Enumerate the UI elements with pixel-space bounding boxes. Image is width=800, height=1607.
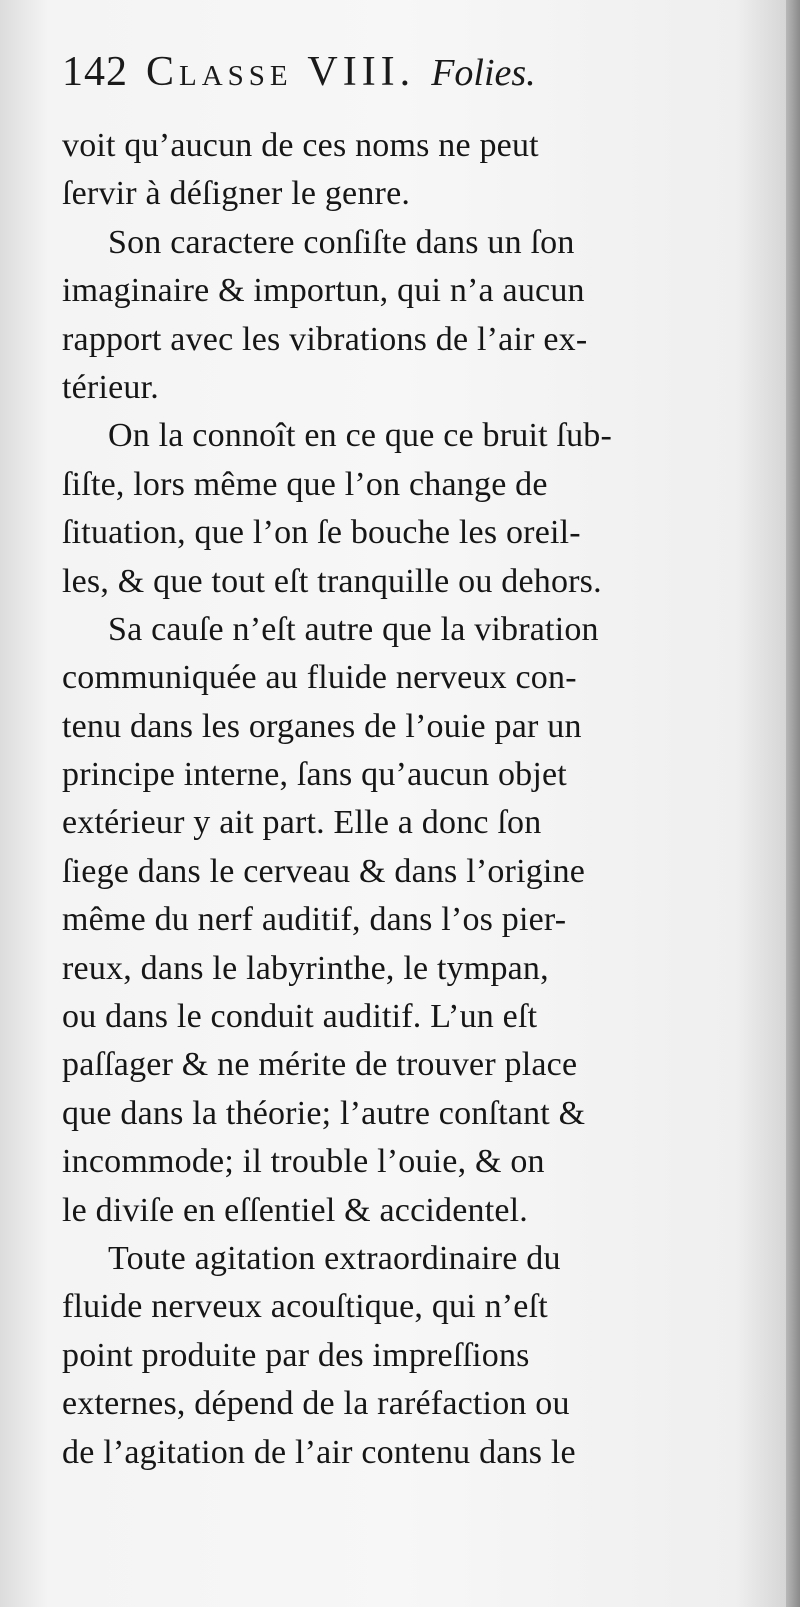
text-line: extérieur y ait part. Elle a donc ſon (62, 804, 542, 842)
text-line: point produite par des impreſſions (62, 1336, 530, 1374)
text-line: paſſager & ne mérite de trouver place (62, 1046, 578, 1084)
text-line: les, & que tout eſt tranquille ou dehors. (62, 562, 602, 600)
section-subtitle: Folies. (431, 52, 536, 94)
text-line: ſervir à déſigner le genre. (62, 175, 411, 213)
text-line: ſiſte, lors même que l’on change de (62, 465, 548, 503)
page-number: 142 (62, 49, 128, 95)
text-line: On la connoît en ce que ce bruit ſub- (108, 417, 613, 455)
running-header (62, 48, 762, 108)
page-edge-shadow (786, 0, 800, 1607)
text-line: principe interne, ſans qu’aucun objet (62, 756, 567, 794)
body-text (62, 122, 762, 1477)
text-line: ſiege dans le cerveau & dans l’origine (62, 852, 586, 890)
text-line: externes, dépend de la raréfaction ou (62, 1385, 570, 1423)
text-line: Son caractere conſiſte dans un ſon (108, 223, 575, 261)
text-line: ou dans le conduit auditif. L’un eſt (62, 998, 538, 1036)
text-line: imaginaire & importun, qui n’a aucun (62, 272, 585, 310)
text-line: le diviſe en eſſentiel & accidentel. (62, 1191, 529, 1229)
text-line: que dans la théorie; l’autre conſtant & (62, 1094, 586, 1132)
text-line: voit qu’aucun de ces noms ne peut (62, 127, 539, 164)
text-line: fluide nerveux acouſtique, qui n’eſt (62, 1288, 548, 1326)
text-line: de l’agitation de l’air contenu dans le (62, 1433, 576, 1471)
text-line: térieur. (62, 368, 159, 406)
text-line: incommode; il trouble l’ouie, & on (62, 1143, 545, 1181)
text-line: Toute agitation extraordinaire du (108, 1239, 561, 1277)
text-line: reux, dans le labyrinthe, le tympan, (62, 949, 549, 987)
text-line: rapport avec les vibrations de l’air ex- (62, 320, 588, 358)
text-line: communiquée au fluide nerveux con- (62, 659, 577, 697)
text-line: Sa cauſe n’eſt autre que la vibration (108, 610, 599, 648)
text-line: même du nerf auditif, dans l’os pier- (62, 901, 567, 939)
text-line: tenu dans les organes de l’ouie par un (62, 707, 582, 745)
section-title: Classe VIII. (146, 49, 416, 95)
text-line: ſituation, que l’on ſe bouche les oreil- (62, 514, 581, 552)
